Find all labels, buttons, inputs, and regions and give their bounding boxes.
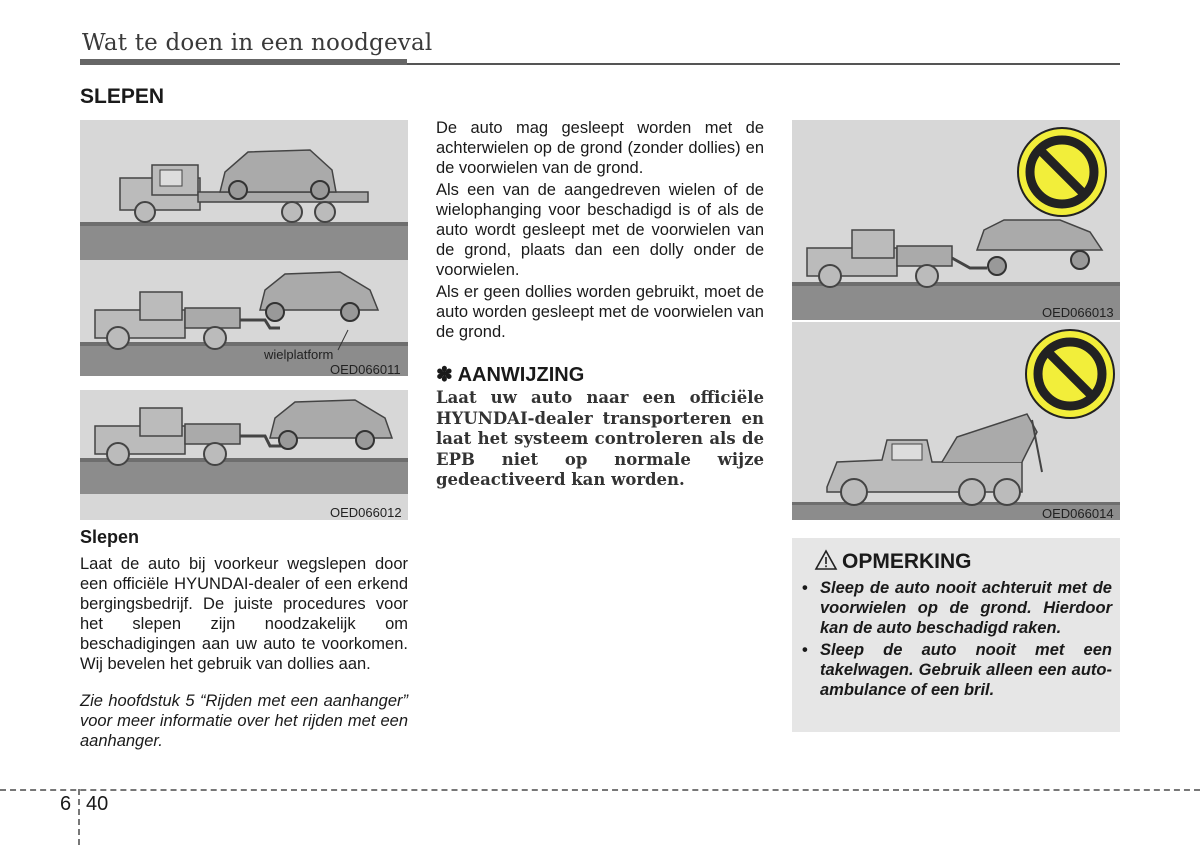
note-text: Laat uw auto naar een officiële HYUNDAI-dealer transporteren en laat het systeem controleren als de EPB niet op normale wijze gedeactiveerd kan worden.: [436, 388, 764, 489]
warning-item: • Sleep de auto nooit achteruit met de voorwielen op de grond. Hierdoor kan de auto beschadigd raken.: [802, 579, 1112, 637]
section-title: SLEPEN: [80, 85, 165, 108]
asterisk-icon: ✽: [436, 364, 453, 386]
prohibited-backward-tow-figure: [792, 120, 1120, 320]
figure-code: OED066014: [1042, 506, 1114, 521]
warning-triangle-icon: [814, 549, 838, 576]
wheel-lift-dolly-scene: [80, 400, 408, 494]
wheel-platform-label: wielplatform: [264, 347, 334, 362]
towing-illustration: [80, 120, 408, 520]
note-title: AANWIJZING: [457, 364, 585, 386]
note-heading: [436, 362, 584, 387]
paragraph-dolly: Als een van de aangedreven wielen of de wielophanging voor beschadigd is of als de auto wordt gesleept met de voorwielen van de grond, plaats dan een dolly onder de voorwielen.: [436, 181, 764, 279]
prohibition-icon: [1018, 128, 1106, 216]
flatbed-truck-scene: [80, 150, 408, 260]
figure-code: OED066011: [330, 362, 401, 377]
prohibition-icon: [1026, 330, 1114, 418]
subsection-heading: Slepen: [80, 527, 140, 547]
footer-rule: [0, 789, 1200, 791]
prohibited-backward-tow-illustration: [792, 120, 1120, 320]
trailer-reference-note: Zie hoofdstuk 5 “Rijden met een aanhanger” voor meer informatie over het rijden met een aanhanger.: [80, 692, 408, 750]
warning-title: OPMERKING: [842, 550, 972, 573]
figure-code: OED066013: [1042, 305, 1114, 320]
prohibited-crane-tow-figure: [792, 322, 1120, 520]
header-rule: [407, 63, 1120, 65]
prohibited-crane-tow-illustration: [792, 322, 1120, 520]
paragraph-rear-wheels: De auto mag gesleept worden met de achterwielen op de grond (zonder dollies) en de voorwielen van de grond.: [436, 119, 764, 177]
towing-methods-figure: [80, 120, 408, 520]
header-rule-dark: [80, 59, 407, 65]
page-header-title: Wat te doen in een noodgeval: [82, 30, 433, 56]
warning-list: [794, 578, 1112, 702]
chapter-number: 6: [60, 793, 72, 815]
warning-item: • Sleep de auto nooit met een takelwagen. Gebruik alleen een auto-ambulance of een bril.: [802, 641, 1112, 699]
figure-code: OED066012: [330, 505, 402, 520]
towing-paragraph: Laat de auto bij voorkeur wegslepen door een officiële HYUNDAI-dealer of een erkend bergingsbedrijf. De juiste procedures voor het slepen zijn noodzakelijk om beschadigingen aan uw auto te voorkomen. Wij bevelen het gebruik van dollies aan.: [80, 555, 408, 673]
footer-divider: [78, 789, 80, 845]
paragraph-no-dollies: Als er geen dollies worden gebruikt, moet de auto worden gesleept met de voorwielen van de grond.: [436, 283, 764, 341]
warning-box: [792, 538, 1120, 732]
page-number: 40: [86, 793, 109, 815]
